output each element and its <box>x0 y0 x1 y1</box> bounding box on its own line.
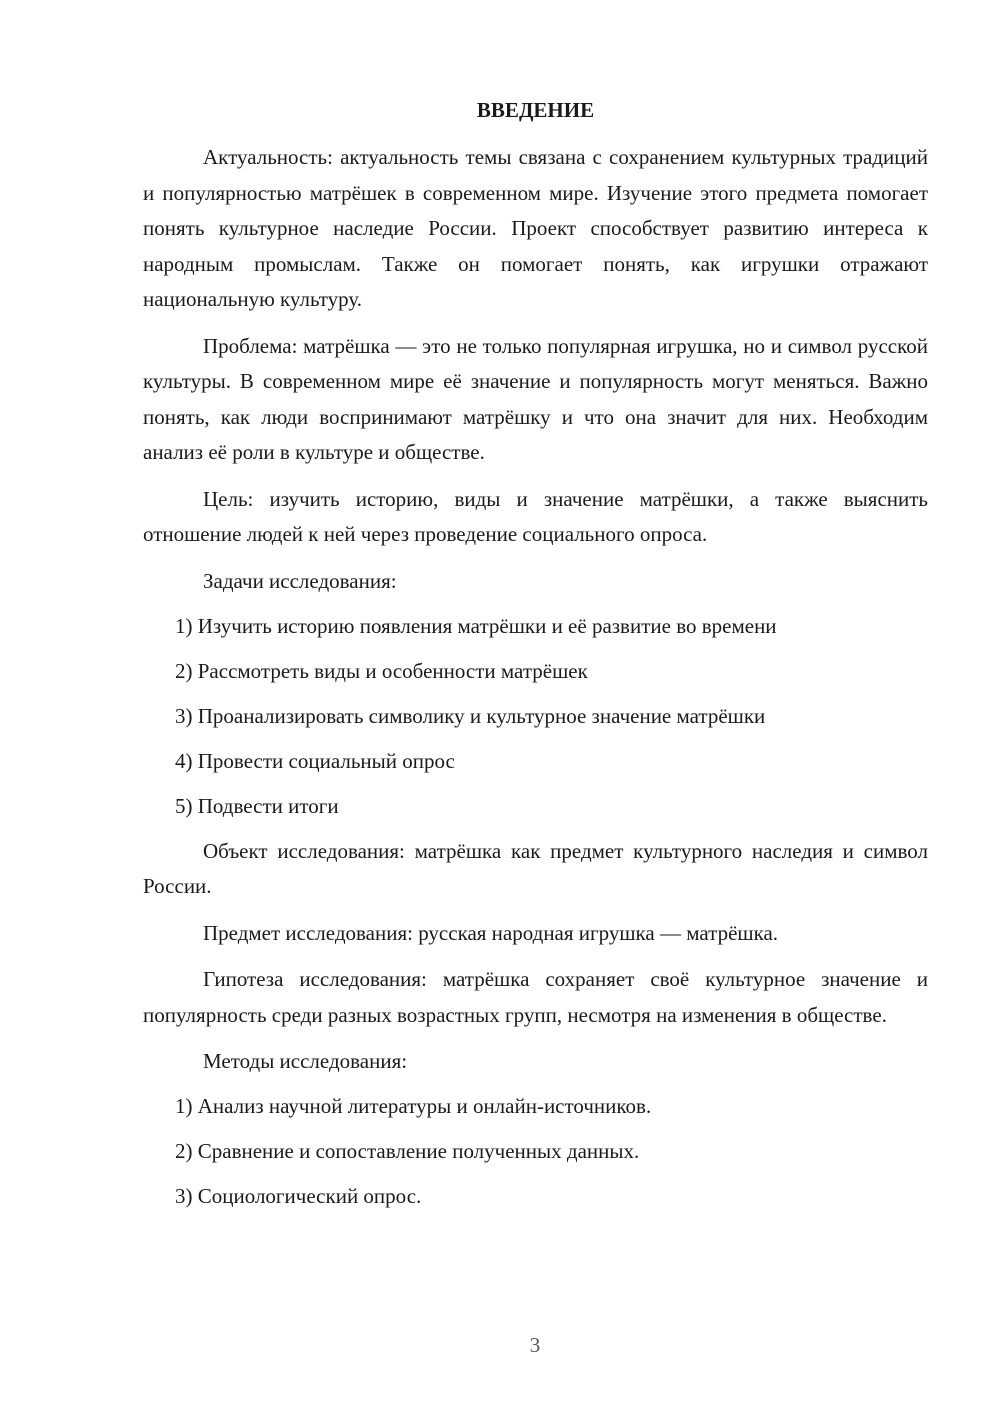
list-item: 4) Провести социальный опрос <box>175 748 455 773</box>
list-item: 5) Подвести итоги <box>175 793 339 818</box>
list-item: 2) Сравнение и сопоставление полученных данных. <box>175 1139 640 1163</box>
methods-list <box>143 1089 928 1214</box>
section-heading: ВВЕДЕНИЕ <box>476 98 595 122</box>
hypothesis-paragraph: Гипотеза исследования: матрёшка сохраняет своё культурное значение и популярность среди разных возрастных групп, несмотря на изменения в обществе. <box>143 967 928 1027</box>
object-paragraph: Объект исследования: матрёшка как предмет культурного наследия и символ России. <box>143 838 928 898</box>
page-content <box>143 94 928 1224</box>
list-item: 3) Социологический опрос. <box>175 1184 422 1208</box>
methods-label: Методы исследования: <box>203 1049 408 1073</box>
relevance-paragraph: Актуальность: актуальность темы связана с сохранением культурных традиций и популярностью матрёшек в современном мире. Изучение этого предмета помогает понять культурное наследие России. Проект способствует развитию интереса к народным промыслам. Также он помогает понять, как игрушки отражают национальную культуру. <box>143 145 928 311</box>
page-number: 3 <box>529 1333 541 1357</box>
tasks-list <box>143 609 928 824</box>
tasks-label: Задачи исследования: <box>203 568 397 593</box>
list-item: 2) Рассмотреть виды и особенности матрёшек <box>175 658 588 683</box>
list-item: 3) Проанализировать символику и культурное значение матрёшки <box>175 703 766 728</box>
list-item: 1) Изучить историю появления матрёшки и её развитие во времени <box>175 613 777 638</box>
goal-paragraph: Цель: изучить историю, виды и значение матрёшки, а также выяснить отношение людей к ней через проведение социального опроса. <box>143 486 928 546</box>
subject-paragraph: Предмет исследования: русская народная игрушка — матрёшка. <box>203 920 779 945</box>
list-item: 1) Анализ научной литературы и онлайн-источников. <box>175 1094 652 1118</box>
problem-paragraph: Проблема: матрёшка — это не только популярная игрушка, но и символ русской культуры. В современном мире её значение и популярность могут меняться. Важно понять, как люди воспринимают матрёшку и что она значит для них. Необходим анализ её роли в культуре и обществе. <box>143 333 928 464</box>
